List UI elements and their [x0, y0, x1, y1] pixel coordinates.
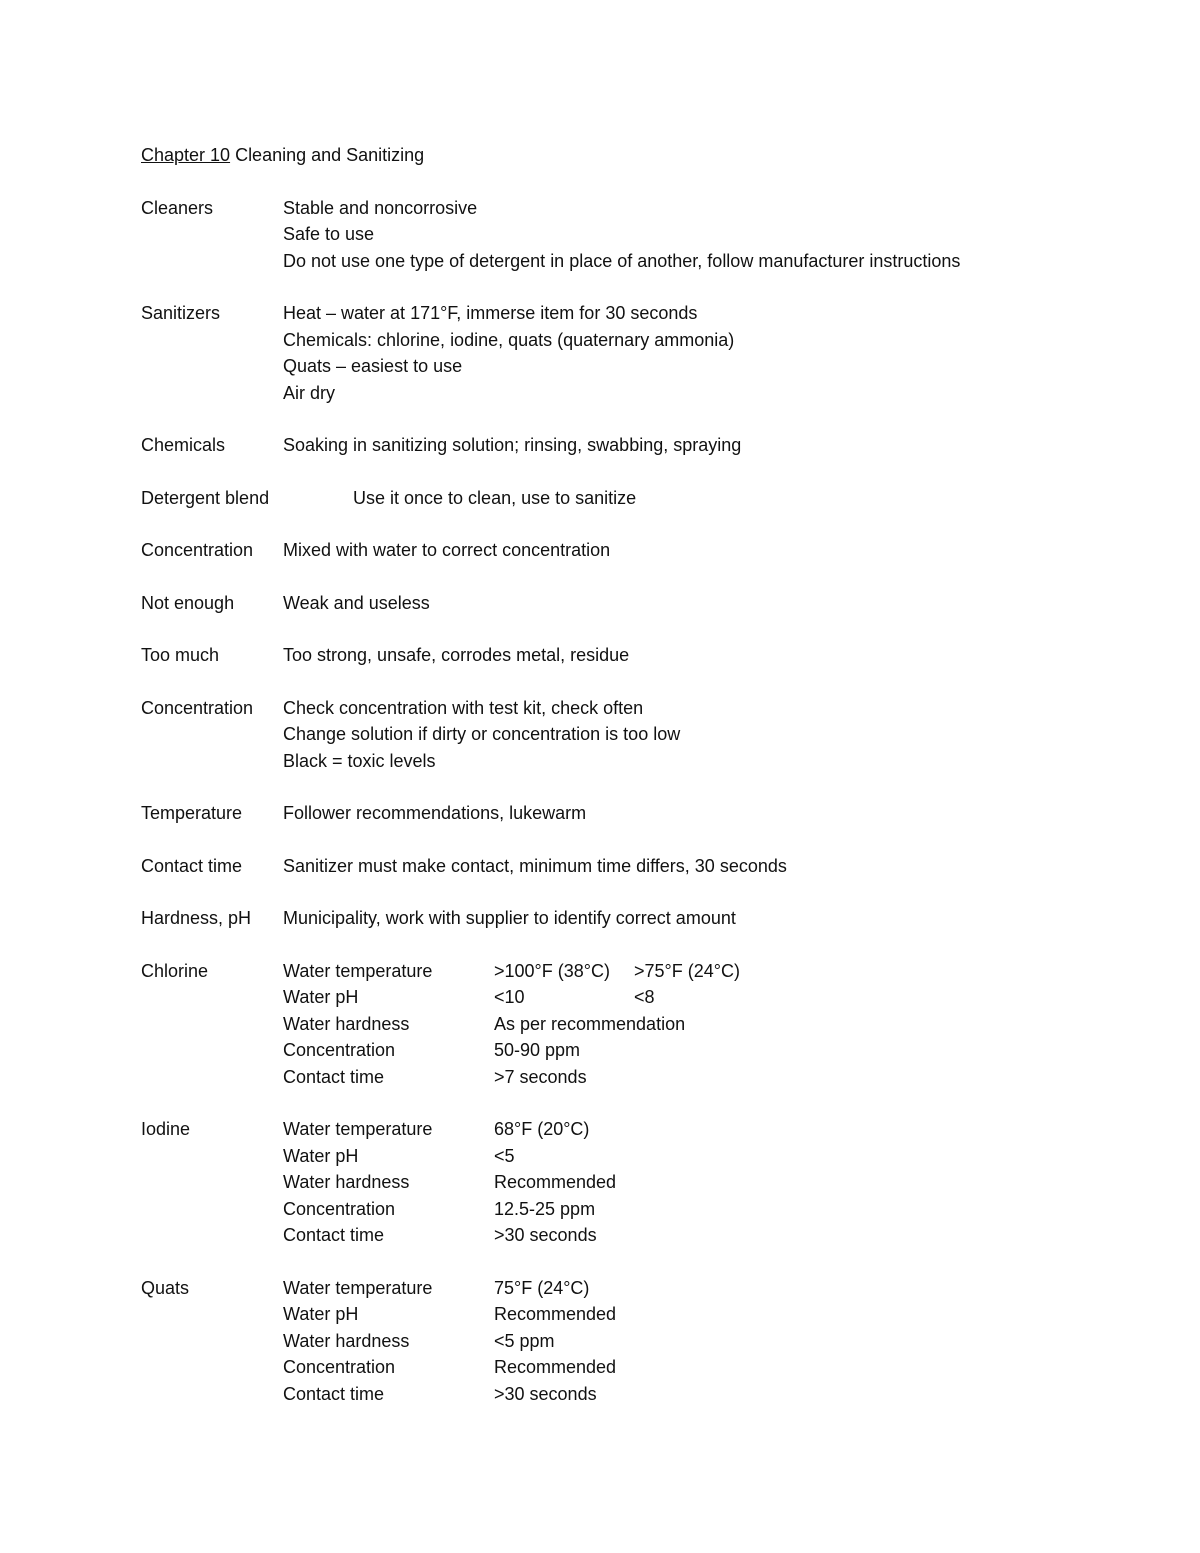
row-value: >100°F (38°C) [494, 960, 610, 981]
row-value: <5 ppm [494, 1330, 555, 1351]
definition-line: Municipality, work with supplier to identify correct amount [283, 908, 736, 928]
definitions [283, 800, 1141, 827]
definitions [283, 432, 1141, 459]
term: Iodine [141, 1119, 191, 1139]
section-sanitizers [141, 300, 1141, 406]
definition-line: Chemicals: chlorine, iodine, quats (quaternary ammonia) [283, 329, 735, 350]
row-value: Recommended [494, 1357, 617, 1377]
term: Chemicals [141, 435, 226, 455]
definitions [283, 195, 1141, 275]
row-value: 68°F (20°C) [494, 1119, 590, 1139]
definitions [283, 300, 1141, 406]
chapter-title: Cleaning and Sanitizing [230, 145, 425, 165]
term: Contact time [141, 855, 243, 876]
definition-line: Black = toxic levels [283, 750, 436, 771]
term: Hardness, pH [141, 908, 252, 928]
row-value: Recommended [494, 1304, 617, 1324]
row-label: Water hardness [283, 1172, 410, 1192]
row-label: Water hardness [283, 1013, 410, 1034]
definitions [283, 590, 1141, 617]
row-label: Water pH [283, 987, 359, 1007]
term: Cleaners [141, 197, 214, 218]
row-label: Water pH [283, 1145, 359, 1166]
definition-line: Mixed with water to correct concentration [283, 540, 611, 560]
section-detergent-blend [141, 485, 1141, 512]
row-value: <5 [494, 1145, 515, 1166]
definition-line: Safe to use [283, 224, 375, 244]
row-value: 12.5-25 ppm [494, 1198, 596, 1219]
row-label: Water hardness [283, 1330, 410, 1351]
term: Not enough [141, 592, 235, 613]
term: Too much [141, 645, 220, 665]
definition-line: Do not use one type of detergent in place of another, follow manufacturer instructions [283, 250, 961, 271]
section-chemicals [141, 432, 1141, 459]
term: Temperature [141, 803, 243, 823]
definitions [283, 905, 1141, 932]
quats-table [283, 1275, 1141, 1408]
row-label: Water temperature [283, 1277, 433, 1298]
row-value: As per recommendation [494, 1013, 686, 1034]
definitions [283, 853, 1141, 880]
definition-line: Too strong, unsafe, corrodes metal, residue [283, 645, 630, 665]
row-value-alt: <8 [634, 987, 655, 1007]
chlorine-table [283, 958, 1141, 1091]
definition-line: Use it once to clean, use to sanitize [353, 487, 637, 508]
row-value: 75°F (24°C) [494, 1277, 590, 1298]
definition-line: Stable and noncorrosive [283, 197, 478, 218]
definition-line: Check concentration with test kit, check often [283, 697, 644, 718]
definitions [283, 642, 1141, 669]
definition-line: Sanitizer must make contact, minimum time differs, 30 seconds [283, 855, 787, 876]
section-chlorine [141, 958, 1141, 1091]
section-too-much [141, 642, 1141, 669]
row-label: Water temperature [283, 960, 433, 981]
section-concentration-check [141, 695, 1141, 775]
term: Concentration [141, 540, 254, 560]
definition-line: Weak and useless [283, 592, 430, 613]
definition-line: Quats – easiest to use [283, 356, 463, 376]
term: Sanitizers [141, 303, 221, 323]
section-iodine [141, 1116, 1141, 1249]
definition-line: Follower recommendations, lukewarm [283, 803, 587, 823]
row-value-alt: >75°F (24°C) [634, 960, 740, 981]
section-contact-time [141, 853, 1141, 880]
definition-line: Change solution if dirty or concentration is too low [283, 724, 681, 744]
row-label: Concentration [283, 1357, 396, 1377]
definition-line: Soaking in sanitizing solution; rinsing, swabbing, spraying [283, 435, 742, 455]
definition-line: Air dry [283, 382, 336, 403]
row-label: Contact time [283, 1066, 385, 1087]
row-value: <10 [494, 987, 525, 1007]
section-quats [141, 1275, 1141, 1408]
row-label: Contact time [283, 1383, 385, 1404]
page-title [141, 142, 1141, 169]
term: Detergent blend [141, 487, 270, 508]
definitions [353, 485, 1141, 512]
term: Concentration [141, 697, 254, 718]
chapter-number: Chapter 10 [141, 145, 231, 165]
section-not-enough [141, 590, 1141, 617]
row-value: Recommended [494, 1172, 617, 1192]
row-value: >30 seconds [494, 1383, 597, 1404]
row-label: Contact time [283, 1225, 385, 1245]
definition-line: Heat – water at 171°F, immerse item for 30 seconds [283, 303, 698, 323]
term: Chlorine [141, 960, 209, 981]
section-cleaners [141, 195, 1141, 275]
term: Quats [141, 1277, 190, 1298]
section-hardness-ph [141, 905, 1141, 932]
row-label: Water temperature [283, 1119, 433, 1139]
row-value: 50-90 ppm [494, 1040, 581, 1060]
section-concentration [141, 537, 1141, 564]
definitions [283, 695, 1141, 775]
row-label: Concentration [283, 1040, 396, 1060]
definitions [283, 537, 1141, 564]
row-label: Concentration [283, 1198, 396, 1219]
document-page [141, 142, 1141, 1433]
row-value: >7 seconds [494, 1066, 587, 1087]
iodine-table [283, 1116, 1141, 1249]
section-temperature [141, 800, 1141, 827]
row-value: >30 seconds [494, 1225, 597, 1245]
row-label: Water pH [283, 1304, 359, 1324]
